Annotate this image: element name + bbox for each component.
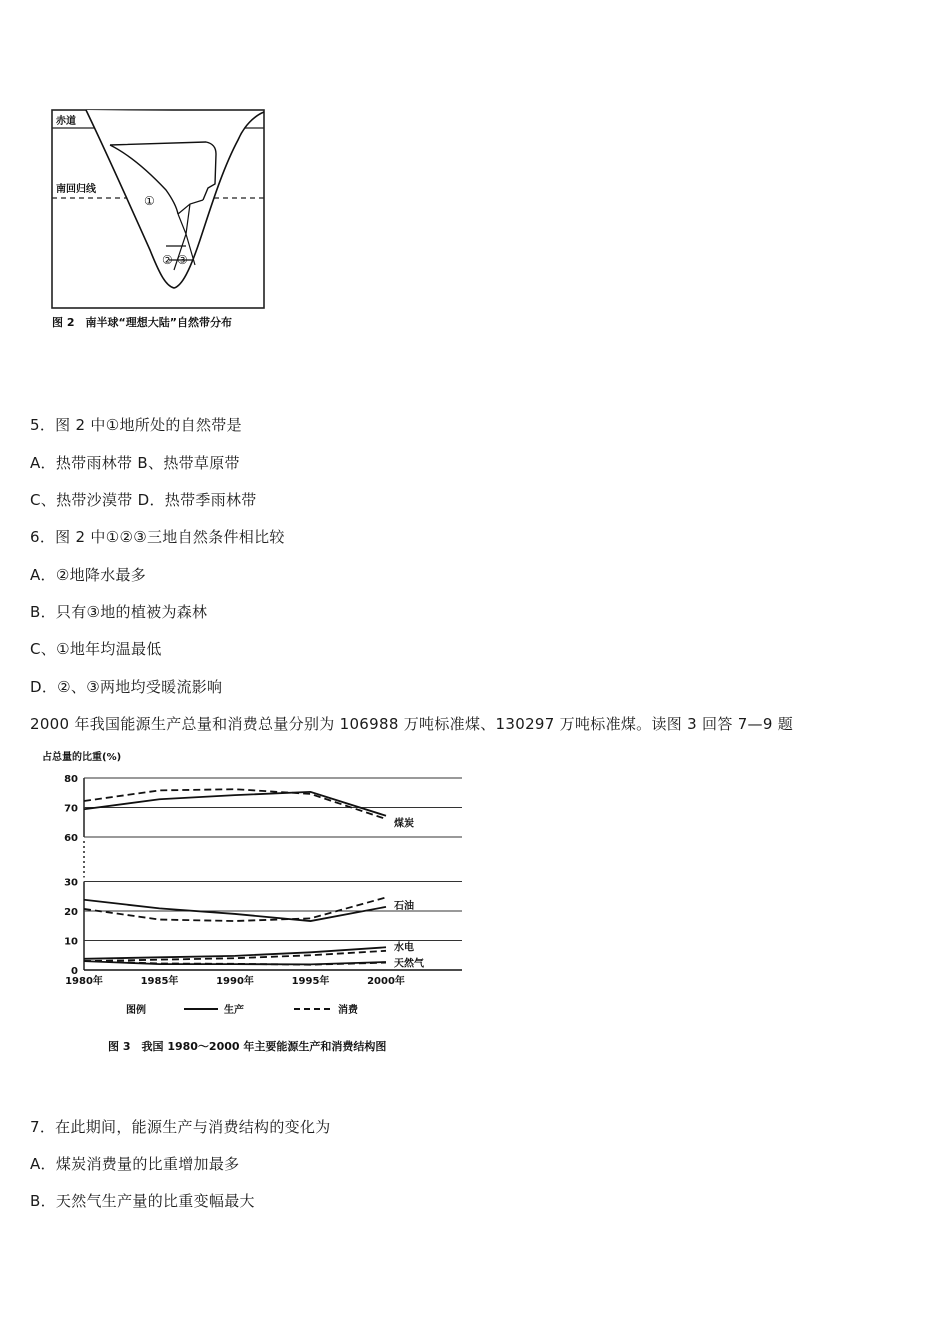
series-line	[84, 897, 386, 921]
series-label: 石油	[394, 901, 414, 913]
equator-label: 赤道	[56, 116, 76, 127]
x-tick-label: 1995年	[291, 976, 330, 987]
figure-3-chart	[26, 744, 482, 1062]
q6-stem: 6．图 2 中①②③三地自然条件相比较	[30, 528, 285, 546]
y-tick-label: 60	[64, 833, 78, 844]
q6-option-a: A．②地降水最多	[30, 566, 147, 584]
q6-option-c: C、①地年均温最低	[30, 640, 162, 658]
mark-3: ③	[177, 253, 188, 267]
q7-stem: 7．在此期间，能源生产与消费结构的变化为	[30, 1118, 331, 1136]
q5-stem: 5．图 2 中①地所处的自然带是	[30, 416, 242, 434]
x-tick-label: 2000年	[367, 976, 405, 987]
legend-production: 生产	[224, 1005, 244, 1016]
legend-consumption: 消费	[338, 1005, 358, 1016]
figure-2	[40, 100, 280, 340]
series-label: 水电	[394, 942, 414, 954]
q6-option-d: D．②、③两地均受暖流影响	[30, 678, 223, 696]
q7-option-b: B．天然气生产量的比重变幅最大	[30, 1192, 255, 1210]
y-tick-label: 0	[71, 966, 78, 977]
y-tick-label: 20	[64, 907, 78, 918]
continent-outline	[86, 110, 264, 288]
y-axis-label: 占总量的比重(%)	[42, 752, 122, 763]
q5-options-cd: C、热带沙漠带 D．热带季雨林带	[30, 491, 257, 509]
figure-2-caption: 图 2 南半球“理想大陆”自然带分布	[52, 316, 232, 329]
y-tick-label: 10	[64, 936, 78, 948]
q6-option-b: B．只有③地的植被为森林	[30, 603, 208, 621]
q7-option-a: A．煤炭消费量的比重增加最多	[30, 1155, 240, 1173]
q5-options-ab: A．热带雨林带 B、热带草原带	[30, 454, 240, 472]
intro-text: 2000 年我国能源生产总量和消费总量分别为 106988 万吨标准煤、130297 万吨标准煤。读图 3 回答 7—9 题	[30, 715, 794, 733]
x-tick-label: 1980年	[65, 976, 103, 987]
legend-title: 图例	[126, 1005, 146, 1016]
x-tick-label: 1985年	[140, 976, 179, 987]
y-tick-label: 70	[64, 803, 78, 815]
y-tick-label: 30	[64, 877, 78, 889]
series-label: 煤炭	[394, 818, 414, 830]
mark-2: ②	[162, 253, 173, 267]
y-tick-label: 80	[64, 774, 78, 785]
x-tick-label: 1990年	[216, 976, 254, 987]
tropic-label: 南回归线	[56, 184, 96, 195]
mark-1: ①	[144, 194, 155, 208]
figure-3-caption: 图 3 我国 1980～2000 年主要能源生产和消费结构图	[108, 1040, 387, 1053]
series-label: 天然气	[394, 958, 424, 970]
